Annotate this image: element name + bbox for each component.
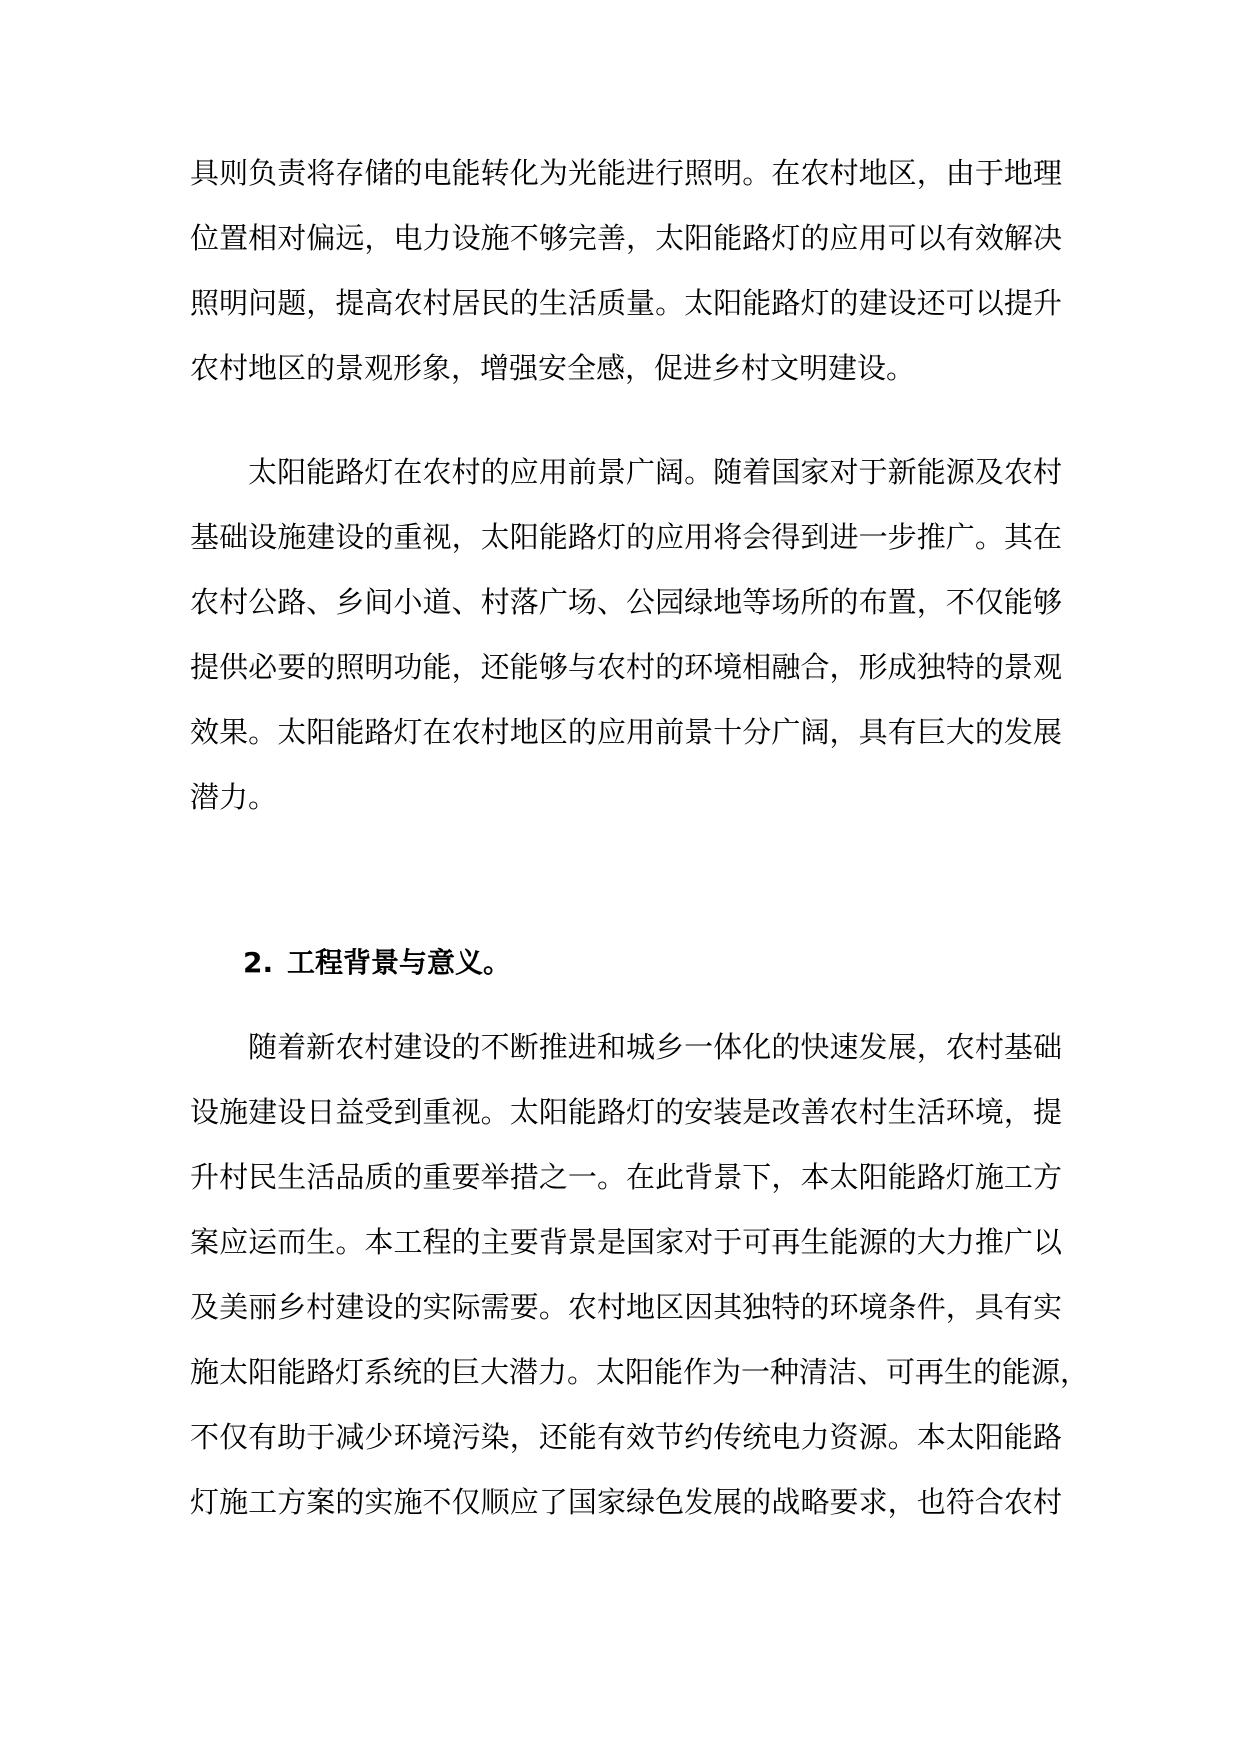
paragraph-line: 农村地区的景观形象，增强安全感，促进乡村文明建设。 (190, 351, 916, 385)
paragraph-line: 施太阳能路灯系统的巨大潜力。太阳能作为一种清洁、可再生的能源， (190, 1355, 1090, 1389)
paragraph-line: 照明问题，提高农村居民的生活质量。太阳能路灯的建设还可以提升 (190, 286, 1062, 320)
paragraph-line: 提供必要的照明功能，还能够与农村的环境相融合，形成独特的景观 (190, 650, 1062, 684)
paragraph-line: 太阳能路灯在农村的应用前景广阔。随着国家对于新能源及农村 (248, 455, 1062, 489)
section-title: 工程背景与意义。 (287, 946, 512, 979)
paragraph-line: 不仅有助于减少环境污染，还能有效节约传统电力资源。本太阳能路 (190, 1420, 1062, 1454)
paragraph-line: 灯施工方案的实施不仅顺应了国家绿色发展的战略要求，也符合农村 (190, 1485, 1062, 1519)
paragraph-line: 农村公路、乡间小道、村落广场、公园绿地等场所的布置，不仅能够 (190, 585, 1062, 619)
paragraph-line: 设施建设日益受到重视。太阳能路灯的安装是改善农村生活环境，提 (190, 1095, 1062, 1129)
paragraph-line: 案应运而生。本工程的主要背景是国家对于可再生能源的大力推广以 (190, 1225, 1062, 1259)
paragraph-line: 潜力。 (190, 780, 278, 814)
section-number: 2. (243, 946, 274, 979)
section-heading (243, 943, 511, 983)
paragraph-line: 及美丽乡村建设的实际需要。农村地区因其独特的环境条件，具有实 (190, 1290, 1062, 1324)
paragraph-line: 具则负责将存储的电能转化为光能进行照明。在农村地区，由于地理 (190, 156, 1062, 190)
paragraph-line: 效果。太阳能路灯在农村地区的应用前景十分广阔，具有巨大的发展 (190, 715, 1062, 749)
paragraph-line: 升村民生活品质的重要举措之一。在此背景下，本太阳能路灯施工方 (190, 1160, 1062, 1194)
paragraph-line: 位置相对偏远，电力设施不够完善，太阳能路灯的应用可以有效解决 (190, 221, 1062, 255)
paragraph-line: 随着新农村建设的不断推进和城乡一体化的快速发展，农村基础 (248, 1030, 1062, 1064)
paragraph-line: 基础设施建设的重视，太阳能路灯的应用将会得到进一步推广。其在 (190, 520, 1062, 554)
